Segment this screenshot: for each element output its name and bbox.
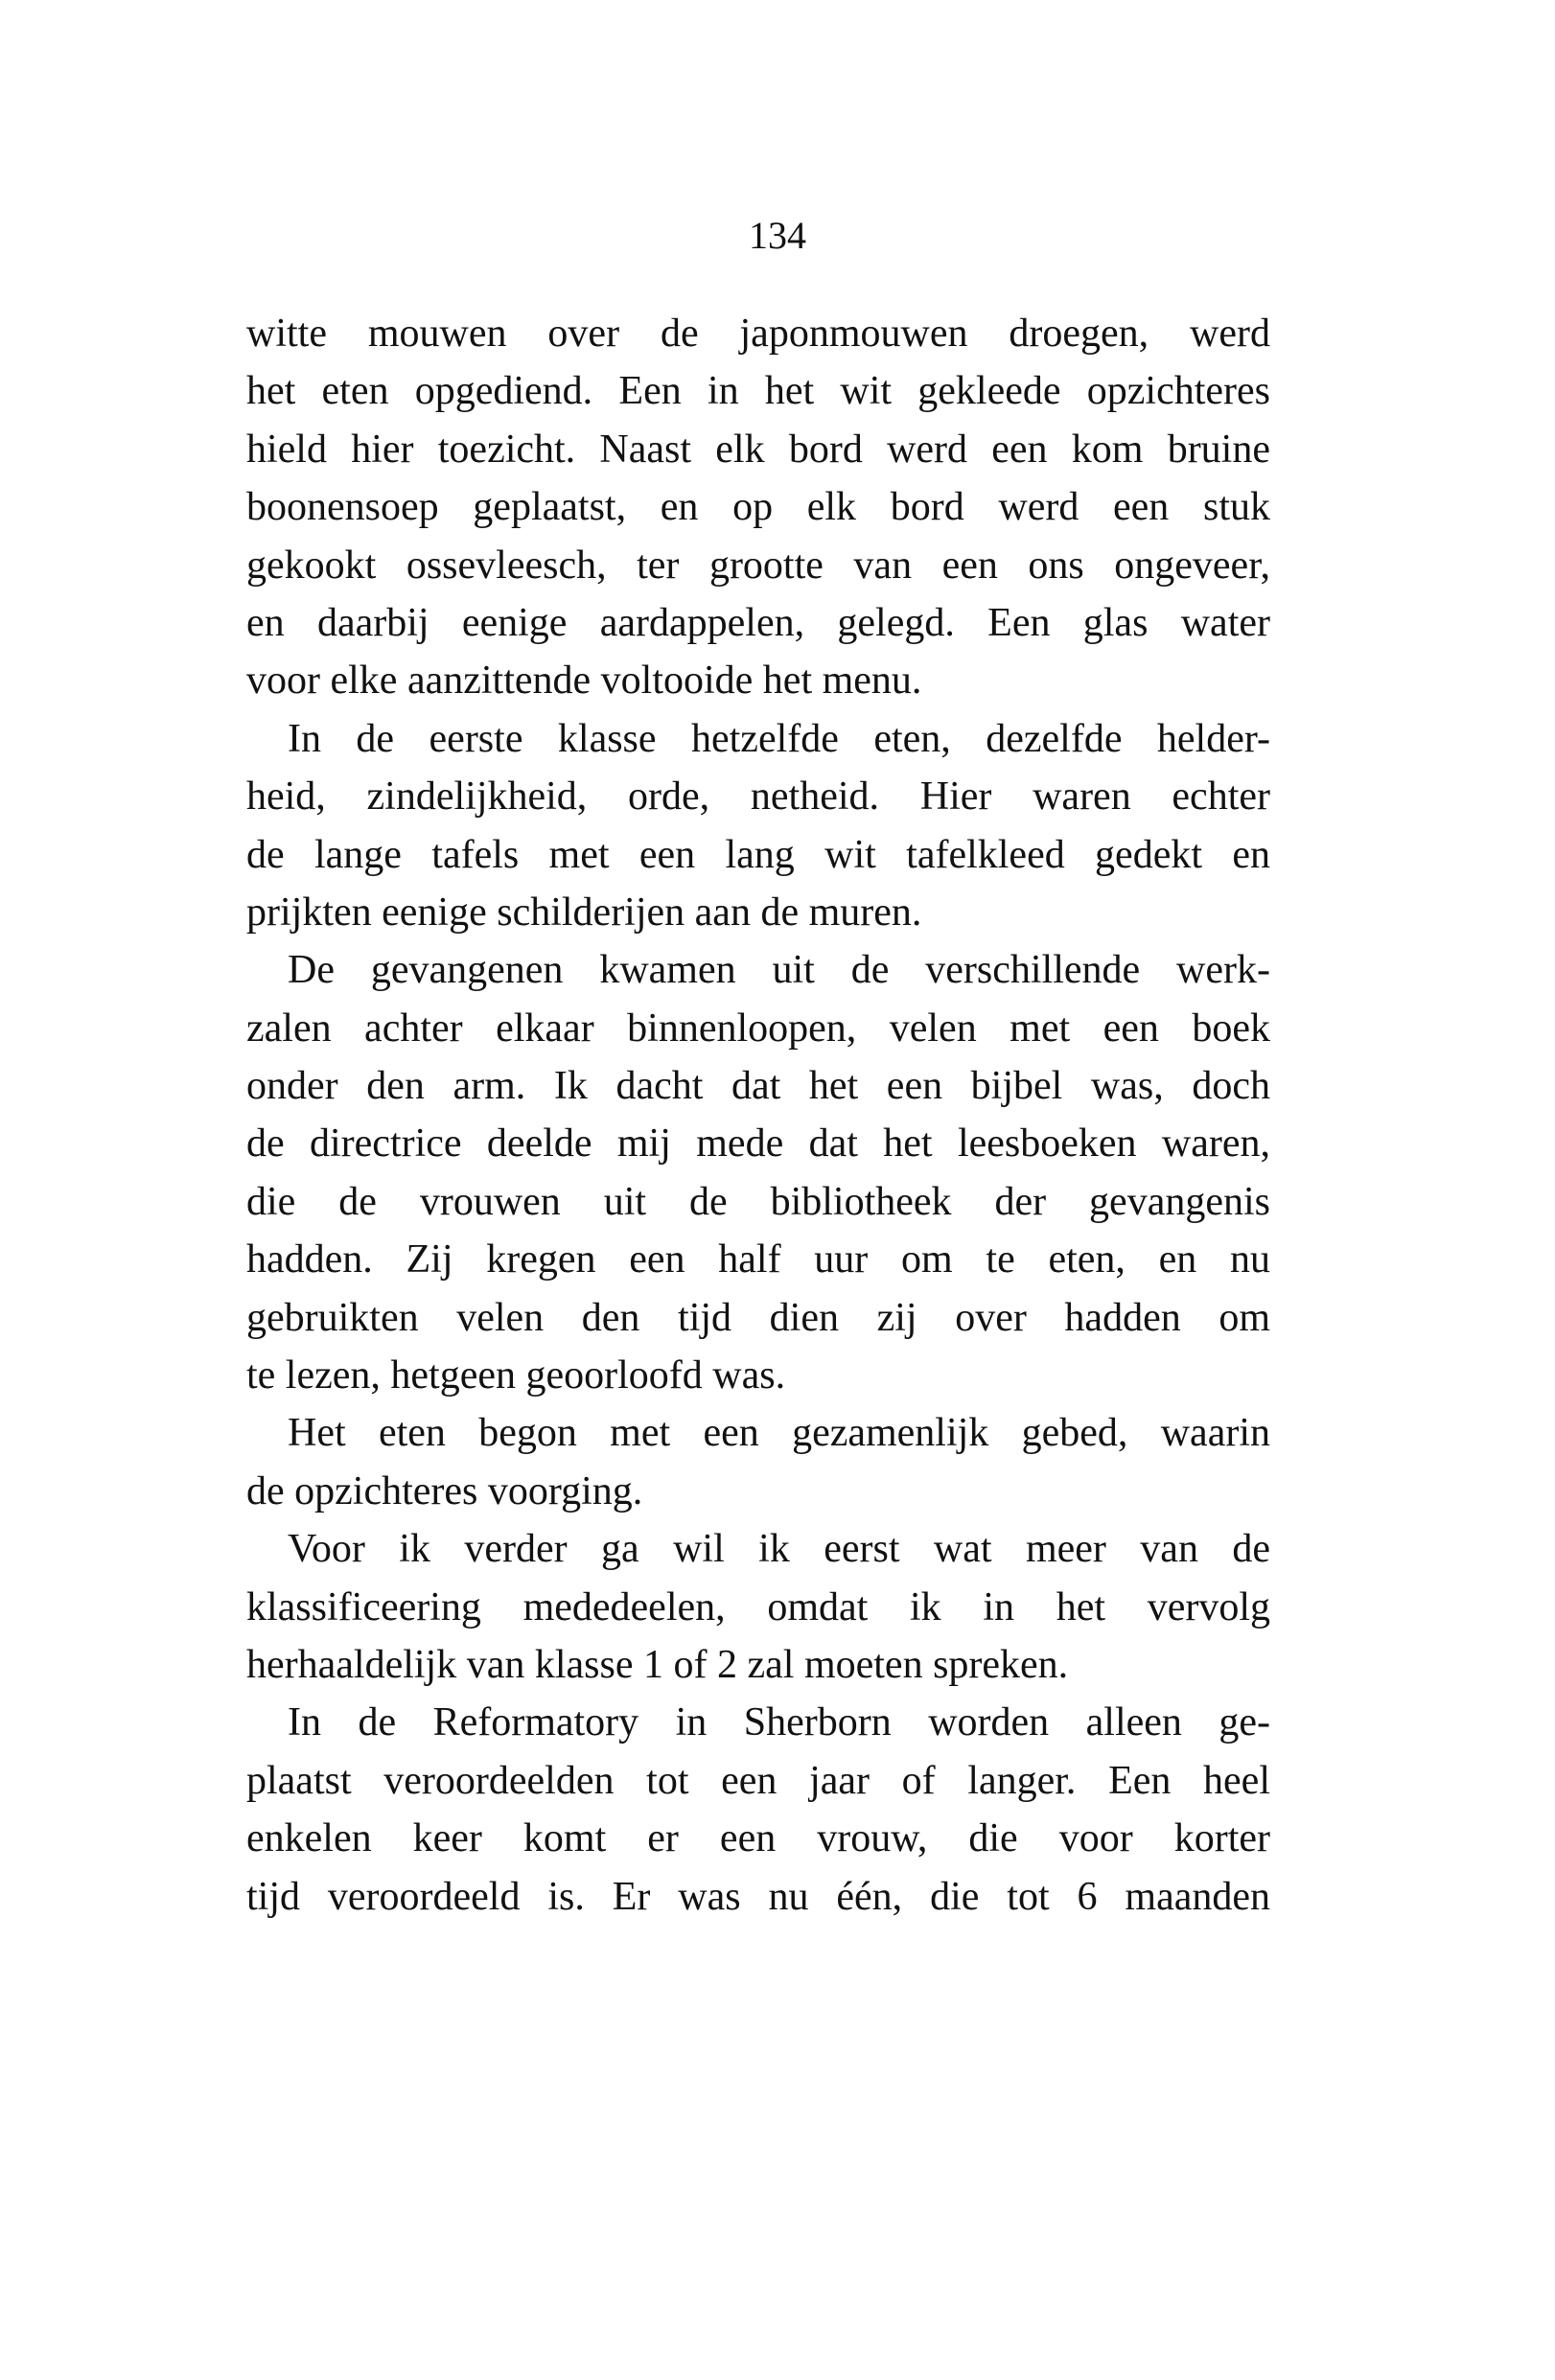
text-line: prijkten eenige schilderijen aan de muren. [246, 890, 922, 935]
text-line: witte mouwen over de japonmouwen droegen, werd [246, 312, 1270, 356]
text-line: en daarbij eenige aardappelen, gelegd. Een glas water [246, 600, 1270, 645]
text-line: hield hier toezicht. Naast elk bord werd een kom bruine [246, 427, 1270, 472]
text-line: klassificeering mededeelen, omdat ik in het vervolg [246, 1584, 1270, 1629]
text-line: die de vrouwen uit de bibliotheek der gevangenis [246, 1179, 1270, 1224]
text-line: gekookt ossevleesch, ter grootte van een ons ongeveer, [246, 543, 1270, 588]
text-line: Het eten begon met een gezamenlijk gebed, waarin [288, 1411, 1270, 1456]
text-line: heid, zindelijkheid, orde, netheid. Hier waren echter [246, 774, 1270, 820]
text-line: enkelen keer komt er een vrouw, die voor korter [246, 1816, 1270, 1861]
paragraph [246, 1520, 1270, 1694]
text-line: boonensoep geplaatst, en op elk bord werd een stuk [246, 485, 1270, 530]
text-line: te lezen, hetgeen geoorloofd was. [246, 1353, 786, 1398]
text-line: plaatst veroordeelden tot een jaar of langer. Een heel [246, 1758, 1270, 1803]
text-line: hadden. Zij kregen een half uur om te eten, en nu [246, 1237, 1270, 1282]
paragraph [246, 1694, 1270, 1926]
text-line: de directrice deelde mij mede dat het leesboeken waren, [246, 1121, 1270, 1167]
text-line: herhaaldelijk van klasse 1 of 2 zal moeten spreken. [246, 1642, 1069, 1687]
body-text [246, 305, 1270, 1926]
text-line: zalen achter elkaar binnenloopen, velen met een boek [246, 1005, 1270, 1051]
text-line: de lange tafels met een lang wit tafelkleed gedekt en [246, 832, 1270, 877]
text-line: de opzichteres voorging. [246, 1468, 643, 1513]
text-line: onder den arm. Ik dacht dat het een bijbel was, doch [246, 1064, 1270, 1109]
text-line: De gevangenen kwamen uit de verschillende werk- [288, 948, 1270, 993]
text-line: In de eerste klasse hetzelfde eten, dezelfde helder- [288, 716, 1270, 761]
text-line: het eten opgediend. Een in het wit gekleede opzichteres [246, 369, 1270, 414]
page-number: 134 [749, 214, 806, 257]
text-line: tijd veroordeeld is. Er was nu één, die tot 6 maanden [246, 1874, 1270, 1919]
paragraph [246, 710, 1270, 942]
paragraph [246, 305, 1270, 710]
text-line: In de Reformatory in Sherborn worden alleen ge- [288, 1700, 1270, 1745]
paragraph [246, 1404, 1270, 1520]
text-line: gebruikten velen den tijd dien zij over hadden om [246, 1295, 1270, 1340]
paragraph [246, 941, 1270, 1404]
text-line: voor elke aanzittende voltooide het menu. [246, 659, 922, 704]
text-line: Voor ik verder ga wil ik eerst wat meer van de [288, 1527, 1270, 1572]
